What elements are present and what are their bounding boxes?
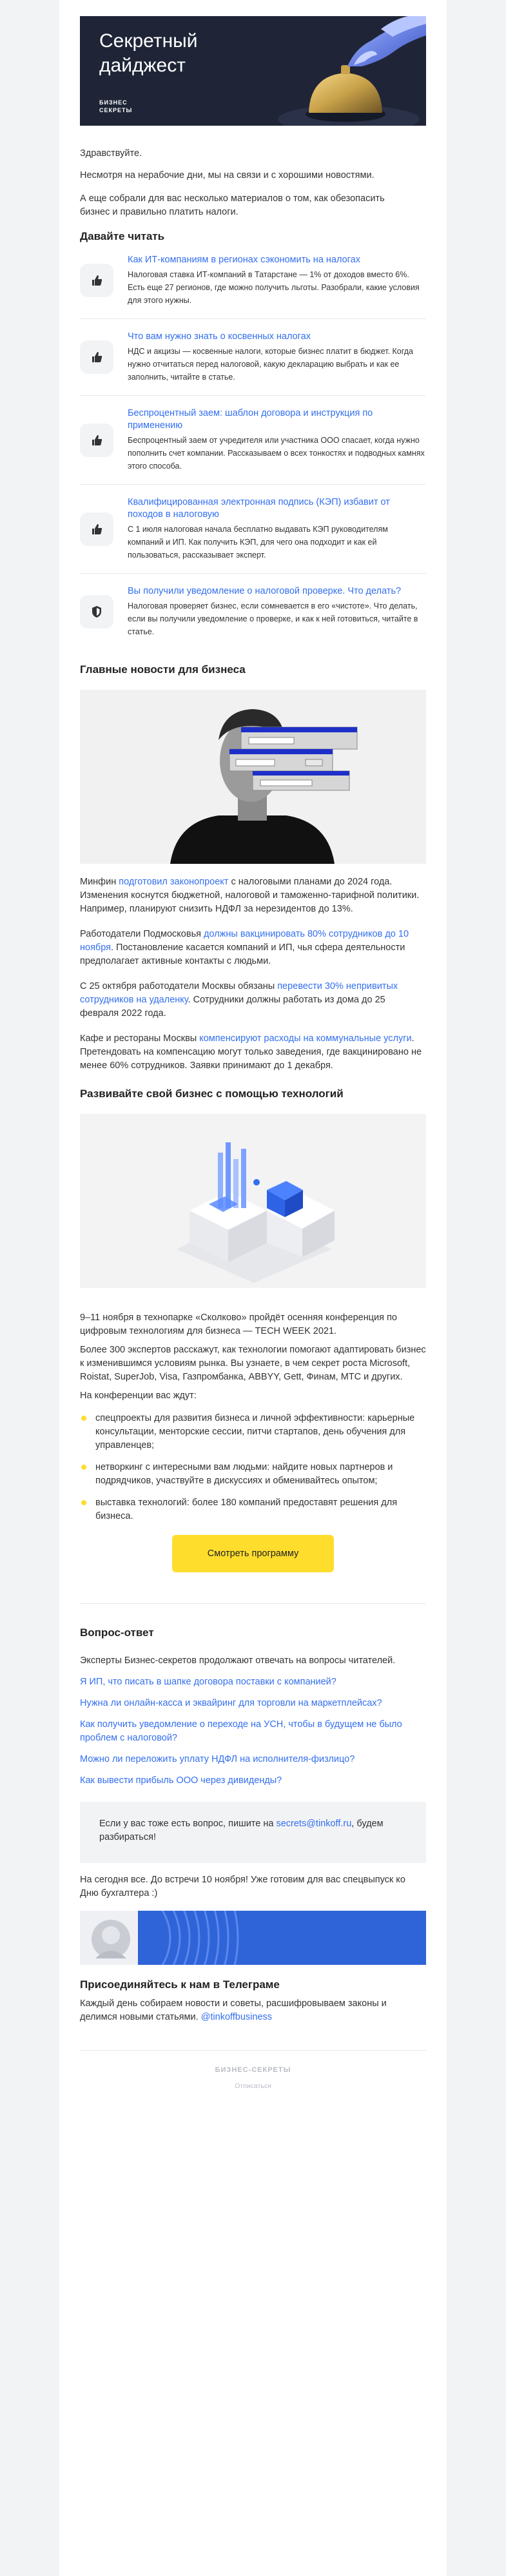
hero-title: Секретный дайджест — [99, 30, 198, 76]
telegram-text — [80, 1997, 426, 2024]
article-item — [80, 574, 426, 650]
news-text: Минфин — [80, 877, 119, 887]
intro-paragraph-1: Несмотря на нерабочие дни, мы на связи и с хорошими новостями. — [80, 170, 375, 181]
news-text: Работодатели Подмосковья — [80, 929, 204, 939]
outro-text: На сегодня все. До встречи 10 ноября! Уже готовим для вас спецвыпуск ко Дню бухгалтера :) — [80, 1875, 405, 1898]
tech-paragraph-3: На конференции вас ждут: — [80, 1390, 197, 1401]
article-link-tax-audit[interactable]: Вы получили уведомление о налоговой проверке. Что делать? — [128, 586, 402, 596]
question-box — [80, 1802, 426, 1863]
bullet-dot — [81, 1465, 86, 1470]
qa-link-ndfl[interactable]: Можно ли переложить уплату НДФЛ на исполнителя-физлицо? — [80, 1754, 355, 1764]
article-description: НДС и акцизы — косвенные налоги, которые бизнес платит в бюджет. Когда нужно отчитаться перед налоговой, какую декларацию выбрать и как ее заполнить, читайте в статье. — [128, 347, 413, 382]
intro-paragraph-2: А еще собрали для вас несколько материалов о том, как обезопасить бизнес и правильно платить налоги. — [80, 193, 385, 217]
bullet-text: выставка технологий: более 180 компаний предоставят решения для бизнеса. — [95, 1498, 398, 1521]
article-link-indirect-taxes[interactable]: Что вам нужно знать о косвенных налогах — [128, 331, 311, 342]
news-item — [80, 980, 426, 1020]
article-item — [80, 485, 426, 574]
hero-banner — [80, 16, 426, 126]
bullet-item — [80, 1412, 426, 1452]
thumbs-up-icon — [80, 424, 113, 457]
news-link-remote[interactable]: перевести 30% непривитых сотрудников на удаленку — [80, 981, 398, 1005]
telegram-handle-link[interactable]: @tinkoffbusiness — [200, 2012, 273, 2022]
article-description: Налоговая проверяет бизнес, если сомневается в его «чистоте». Что делать, если вы получили уведомление о проверке, и как к ней готовиться, читайте в статье. — [128, 601, 418, 636]
qa-link-dividends[interactable]: Как вывести прибыль ООО через дивиденды? — [80, 1775, 282, 1786]
bullet-text: спецпроекты для развития бизнеса и личной эффективности: карьерные консультации, менторские сессии, питчи стартапов, день обучения для управленцев; — [95, 1413, 415, 1450]
news-illustration — [80, 690, 426, 864]
news-link-compensation[interactable]: компенсируют расходы на коммунальные услуги — [199, 1033, 412, 1044]
news-text: С 25 октября работодатели Москвы обязаны — [80, 981, 278, 991]
view-program-button[interactable]: Смотреть программу — [172, 1535, 334, 1572]
bullet-text: нетворкинг с интересными вам людьми: найдите новых партнеров и подрядчиков, участвуйте в дискуссиях и обменивайтесь опытом; — [95, 1462, 393, 1486]
bullet-item — [80, 1496, 426, 1523]
article-description: Налоговая ставка ИТ-компаний в Татарстане — 1% от доходов вместо 6%. Есть еще 27 регионов, где можно получить льготы. Разобрали, какие условия для этого нужны. — [128, 270, 420, 305]
qa-link-usn[interactable]: Как получить уведомление о переходе на УСН, чтобы в будущем не было проблем с налоговой? — [80, 1719, 402, 1743]
telegram-heading: Присоединяйтесь к нам в Телеграме — [80, 1978, 280, 1991]
article-item — [80, 396, 426, 485]
tech-heading: Развивайте свой бизнес с помощью технологий — [80, 1088, 344, 1100]
man-with-windows-illustration — [80, 690, 426, 864]
articles-list — [80, 250, 426, 650]
secrets-email-link[interactable]: secrets@tinkoff.ru — [276, 1819, 352, 1829]
question-box-text: Если у вас тоже есть вопрос, пишите на — [99, 1819, 277, 1829]
news-item — [80, 928, 426, 968]
news-item — [80, 1032, 426, 1073]
tech-paragraph-1: 9–11 ноября в технопарке «Сколково» пройдёт осенняя конференция по цифровым технологиям для бизнеса — TECH WEEK 2021. — [80, 1312, 397, 1336]
section-divider — [80, 1603, 426, 1604]
qa-links — [80, 1675, 426, 1788]
news-text: Кафе и рестораны Москвы — [80, 1033, 200, 1044]
article-item — [80, 250, 426, 319]
footer-divider — [80, 2050, 426, 2051]
isometric-cubes-illustration — [80, 1114, 426, 1288]
footer-brand: БИЗНЕС-СЕКРЕТЫ — [215, 2066, 291, 2074]
article-description: Беспроцентный заем от учредителя или участника ООО спасает, когда нужно пополнить счет компании. Рассказываем о всех тонкостях и подводных камнях этого способа. — [128, 436, 425, 471]
reads-heading: Давайте читать — [80, 230, 165, 242]
thumbs-up-icon — [80, 264, 113, 297]
question-box-text: , будем разбираться! — [99, 1819, 384, 1842]
qa-heading: Вопрос-ответ — [80, 1626, 154, 1639]
thumbs-up-icon — [80, 512, 113, 546]
thumbs-up-icon — [80, 340, 113, 374]
article-link-it-taxes[interactable]: Как ИТ-компаниям в регионах сэкономить на налогах — [128, 255, 360, 265]
bullet-item — [80, 1461, 426, 1488]
news-text: . Постановление касается компаний и ИП, чья сфера деятельности предполагает активные контакты с людьми. — [80, 942, 405, 966]
bullet-dot — [81, 1416, 86, 1421]
news-text: с налоговыми планами до 2024 года. Изменения коснутся бюджетной, налоговой и таможенно-тарифной политики. Например, планируют снизить НДФЛ за нерезидентов до 13%. — [80, 877, 420, 914]
telegram-banner-art — [80, 1911, 426, 1965]
news-item — [80, 875, 426, 916]
news-text: . Претендовать на компенсацию могут только заведения, где вакцинировано не менее 60% сотрудников. Заявки принимают до 1 декабря. — [80, 1033, 422, 1071]
news-link-vaccinate[interactable]: должны вакцинировать 80% сотрудников до 10 ноября — [80, 929, 409, 953]
bullet-dot — [81, 1500, 86, 1505]
bell-hand-illustration — [233, 16, 426, 126]
article-item — [80, 319, 426, 396]
telegram-banner[interactable] — [80, 1911, 426, 1965]
qa-intro: Эксперты Бизнес-секретов продолжают отвечать на вопросы читателей. — [80, 1655, 396, 1666]
tech-illustration — [80, 1114, 426, 1288]
email-column — [59, 0, 447, 2576]
article-link-kep[interactable]: Квалифицированная электронная подпись (КЭП) избавит от походов в налоговую — [128, 497, 390, 520]
qa-link-contract-header[interactable]: Я ИП, что писать в шапке договора поставки с компанией? — [80, 1677, 336, 1687]
telegram-description: Каждый день собираем новости и советы, расшифровываем законы и делимся новыми статьями. — [80, 1998, 387, 2022]
qa-link-online-cash[interactable]: Нужна ли онлайн-касса и эквайринг для торговли на маркетплейсах? — [80, 1698, 382, 1708]
unsubscribe-link[interactable]: Отписаться — [235, 2082, 271, 2090]
article-description: С 1 июля налоговая начала бесплатно выдавать КЭП руководителям компаний и ИП. Как получить КЭП, для чего она подходит и как ей пользоваться, рассказывает эксперт. — [128, 525, 388, 560]
shield-icon — [80, 595, 113, 629]
tech-bullets — [80, 1412, 426, 1523]
news-heading: Главные новости для бизнеса — [80, 663, 246, 676]
greeting: Здравствуйте. — [80, 148, 142, 159]
hero-brand: БИЗНЕС СЕКРЕТЫ — [99, 99, 133, 113]
article-link-interest-free-loan[interactable]: Беспроцентный заем: шаблон договора и инструкция по применению — [128, 408, 373, 431]
news-text: . Сотрудники должны работать из дома до 25 февраля 2022 года. — [80, 995, 385, 1019]
tech-paragraph-2: Более 300 экспертов расскажут, как технологии помогают адаптировать бизнес к изменившимся условиям рынка. Вы узнаете, в чем секрет роста Microsoft, Roistat, SuperJob, Visa, Газпромбанка, ABBYY, Gett, Финам, МТС и других. — [80, 1345, 426, 1382]
news-link-bill[interactable]: подготовил законопроект — [119, 877, 229, 887]
news-list — [80, 875, 426, 1073]
